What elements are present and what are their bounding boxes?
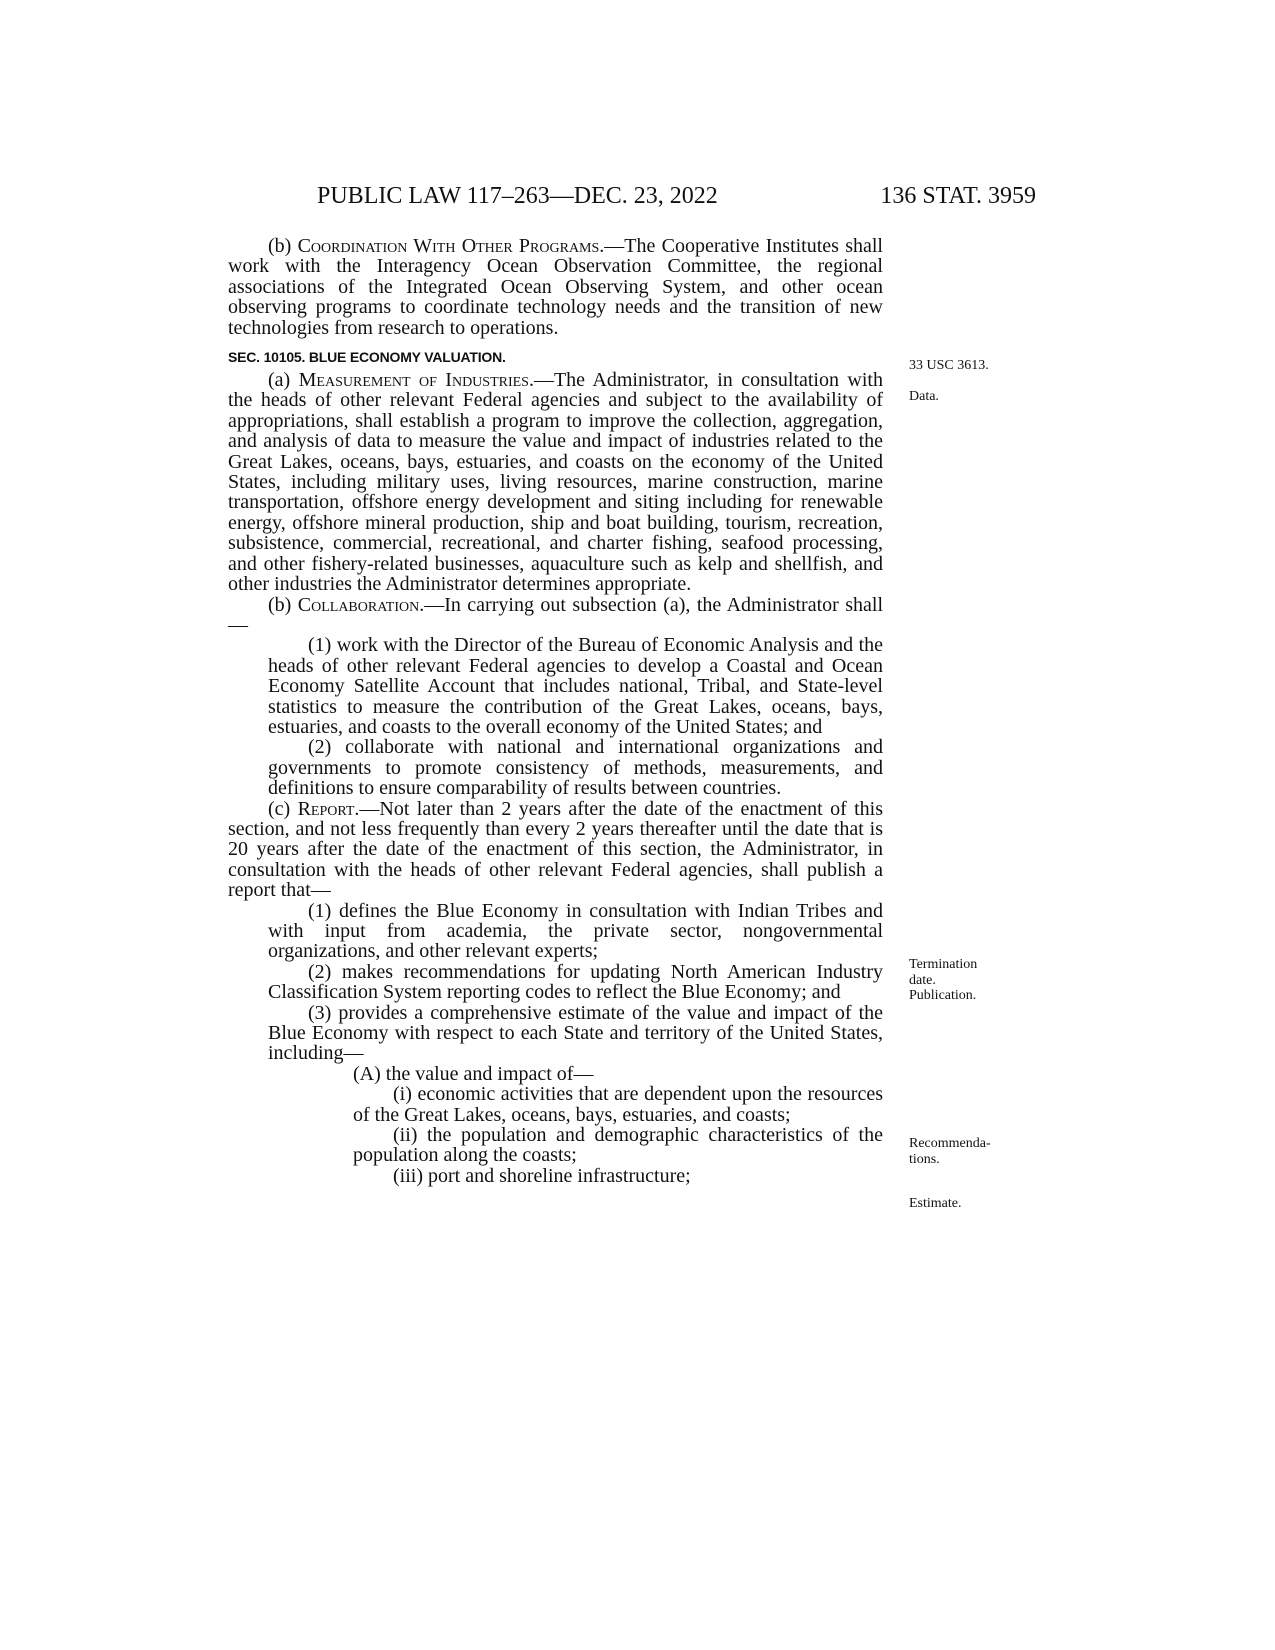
paragraph-b2: (2) collaborate with national and international organizations and governments to promote consistency of methods, measurements, and definitions to ensure comparability of results between countries. xyxy=(268,736,883,800)
running-title: PUBLIC LAW 117–263—DEC. 23, 2022 xyxy=(317,183,718,209)
margin-note-usc: 33 USC 3613. xyxy=(909,358,989,373)
clause-i: (i) economic activities that are dependent upon the resources of the Great Lakes, oceans, bays, estuaries, and coasts; xyxy=(353,1083,883,1126)
page-header xyxy=(228,176,1036,216)
paragraph-c2: (2) makes recommendations for updating North American Industry Classification System reporting codes to reflect the Blue Economy; and xyxy=(268,960,883,1004)
margin-note-estimate: Estimate. xyxy=(909,1196,962,1211)
section-heading: SEC. 10105. BLUE ECONOMY VALUATION. xyxy=(228,349,506,366)
paragraph-c3: (3) provides a comprehensive estimate of the value and impact of the Blue Economy with respect to each State and territory of the United States, including— xyxy=(268,1001,883,1065)
paragraph-c1: (1) defines the Blue Economy in consultation with Indian Tribes and with input from academia, the private sector, nongovernmental organizations, and other relevant experts; xyxy=(268,899,883,963)
page-number: 136 STAT. 3959 xyxy=(880,183,1036,209)
coordination-paragraph: (b) Coordination With Other Programs.—The Cooperative Institutes shall work with the Interagency Ocean Observation Committee, the regional associations of the Integrated Ocean Observing System, and other ocean observing programs to coordinate technology needs and the transition of new technologies from research to operations. xyxy=(228,235,883,339)
paragraph-b1: (1) work with the Director of the Bureau of Economic Analysis and the heads of other relevant Federal agencies to develop a Coastal and Ocean Economy Satellite Account that includes national, Tribal, and State-level statistics to measure the contribution of the Great Lakes, oceans, bays, estuaries, and coasts to the overall economy of the United States; and xyxy=(268,634,883,738)
subsection-a: (a) Measurement of Industries.—The Administrator, in consultation with the heads of other relevant Federal agencies and subject to the availability of appropriations, shall establish a program to improve the collection, aggregation, and analysis of data to measure the value and impact of industries related to the Great Lakes, oceans, bays, estuaries, and coasts on the economy of the United States, including military uses, living resources, marine construction, marine transportation, offshore energy development and siting including for renewable energy, offshore mineral production, ship and boat building, tourism, recreation, subsistence, commercial, recreational, and charter fishing, seafood processing, and other fishery-related businesses, aquaculture such as kelp and shellfish, and other industries the Administrator determines appropriate. xyxy=(228,369,883,596)
margin-note-recommendations: Recommenda- tions. xyxy=(909,1136,991,1167)
subsection-b: (b) Collaboration.—In carrying out subsection (a), the Administrator shall— xyxy=(228,593,884,636)
subsection-a-heading: Measurement of Industries. xyxy=(298,369,534,392)
subparagraph-A: (A) the value and impact of— xyxy=(353,1062,594,1085)
subsection-b-heading: Collaboration. xyxy=(297,593,425,616)
clause-iii: (iii) port and shoreline infrastructure; xyxy=(393,1164,691,1187)
coordination-heading: Coordination With Other Programs. xyxy=(297,235,605,257)
margin-note-termination: Termination date. Publication. xyxy=(909,957,978,1003)
document-body xyxy=(228,236,883,1186)
margin-note-data: Data. xyxy=(909,389,939,404)
clause-ii: (ii) the population and demographic characteristics of the population along the coasts; xyxy=(353,1124,883,1167)
subsection-c: (c) Report.—Not later than 2 years after the date of the enactment of this section, and not less frequently than every 2 years thereafter until the date that is 20 years after the date of the enactment of this section, the Administrator, in consultation with the heads of other relevant Federal agencies, shall publish a report that— xyxy=(228,797,883,902)
subsection-c-heading: Report. xyxy=(297,797,360,820)
